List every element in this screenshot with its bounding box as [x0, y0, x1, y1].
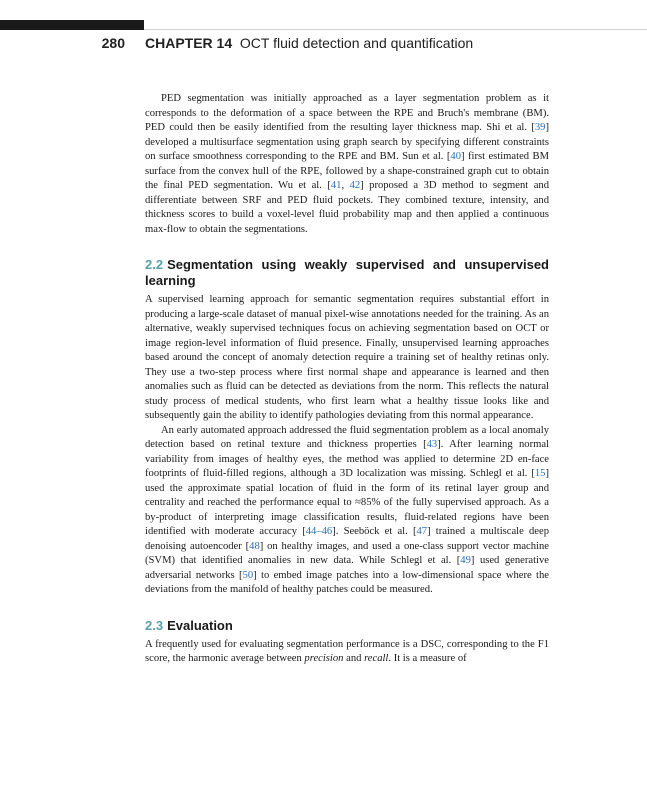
- paragraph-ped: PED segmentation was initially approached as a layer segmentation problem as it corresponds to the deformation of a space between the RPE and Bruch's membrane (BM). PED could then be easily identified from the resulting layer thickness map. Shi et al. [39] developed a multisurface segmentation using graph search by specifying different constraints on surface smoothness corresponding to the RPE and BM. Sun et al. [40] first estimated BM surface from the convex hull of the RPE, followed by a shape-constrained graph cut to obtain the final PED segmentation. Wu et al. [41, 42] proposed a 3D method to segment and differentiate between SRF and PED fluid pockets. They combined texture, intensity, and thickness scores to build a voxel-level fluid probability map and then applied a continuous max-flow to obtain the segmentations.: [145, 93, 549, 235]
- section-number: 2.2: [145, 257, 164, 272]
- citation-link[interactable]: 39: [534, 122, 546, 133]
- section-title: Evaluation: [167, 617, 233, 633]
- header-rule: [144, 29, 647, 30]
- citation-link[interactable]: 42: [349, 180, 361, 191]
- section-heading-2-3: [145, 618, 549, 634]
- section-title: Segmentation using weakly supervised and unsupervised learning: [145, 257, 549, 288]
- header-bar: [0, 20, 144, 30]
- section-heading-2-2: [145, 257, 549, 289]
- paragraph-evaluation: A frequently used for evaluating segmentation performance is a DSC, corresponding to the F1 score, the harmonic average between precision and recall. It is a measure of: [145, 638, 549, 664]
- citation-link[interactable]: 47: [416, 526, 428, 537]
- citation-link[interactable]: 44–46: [305, 526, 333, 537]
- citation-link[interactable]: 48: [249, 540, 260, 552]
- running-header: [0, 35, 647, 53]
- citation-link[interactable]: 41: [330, 180, 342, 191]
- chapter-label: CHAPTER 14: [145, 35, 233, 51]
- section-number: 2.3: [145, 617, 164, 633]
- citation-link[interactable]: 50: [242, 569, 254, 581]
- citation-link[interactable]: 49: [460, 555, 471, 566]
- page-number: 280: [101, 35, 125, 51]
- citation-link[interactable]: 15: [534, 468, 546, 479]
- chapter-title: OCT fluid detection and quantification: [239, 35, 474, 51]
- paragraph-weak-supervision: A supervised learning approach for semantic segmentation requires substantial effort in producing a large-scale dataset of manual pixel-wise annotations needed for the training. As an alternative, weakly supervised techniques focus on achieving segmentation based on OCT or image region-level information of fluid presence. Finally, unsupervised learning approaches based around the concept of anomaly detection require a training set of healthy retinas only. They use a two-step process where first normal shape and appearance is learned and then anomalies such as fluid can be detected as deviations from the norm. This reflects the natural study process of medical students, who first learn what a healthy tissue looks like and subsequently gain the ability to identify pathologies deviating from this normal appearance.: [145, 294, 549, 421]
- body-text: [145, 92, 549, 667]
- paragraph-anomaly-detection: An early automated approach addressed the fluid segmentation problem as a local anomaly detection based on retinal texture and thickness properties [43]. After learning normal variability from images of healthy eyes, the method was applied to determine 2D en-face footprints of fluid-filled regions, although a 3D localization was missing. Schlegl et al. [15] used the approximate spatial location of fluid in the form of its retinal layer group and centrality and reached the performance equal to ≈85% of the fully supervised approach. As a by-product of interpreting image classification results, fluid-related regions have been identified with moderate accuracy [44–46]. Seeböck et al. [47] trained a multiscale deep denoising autoencoder [48] on healthy images, and used a one-class support vector machine (SVM) that identified anomalies in new data. While Schlegl et al. [49] used generative adversarial networks [50] to embed image patches into a low-dimensional space where the deviations from the manifold of healthy patches could be measured.: [145, 424, 550, 595]
- citation-link[interactable]: 40: [450, 151, 462, 162]
- citation-link[interactable]: 43: [426, 439, 438, 450]
- chapter-heading: [145, 35, 473, 51]
